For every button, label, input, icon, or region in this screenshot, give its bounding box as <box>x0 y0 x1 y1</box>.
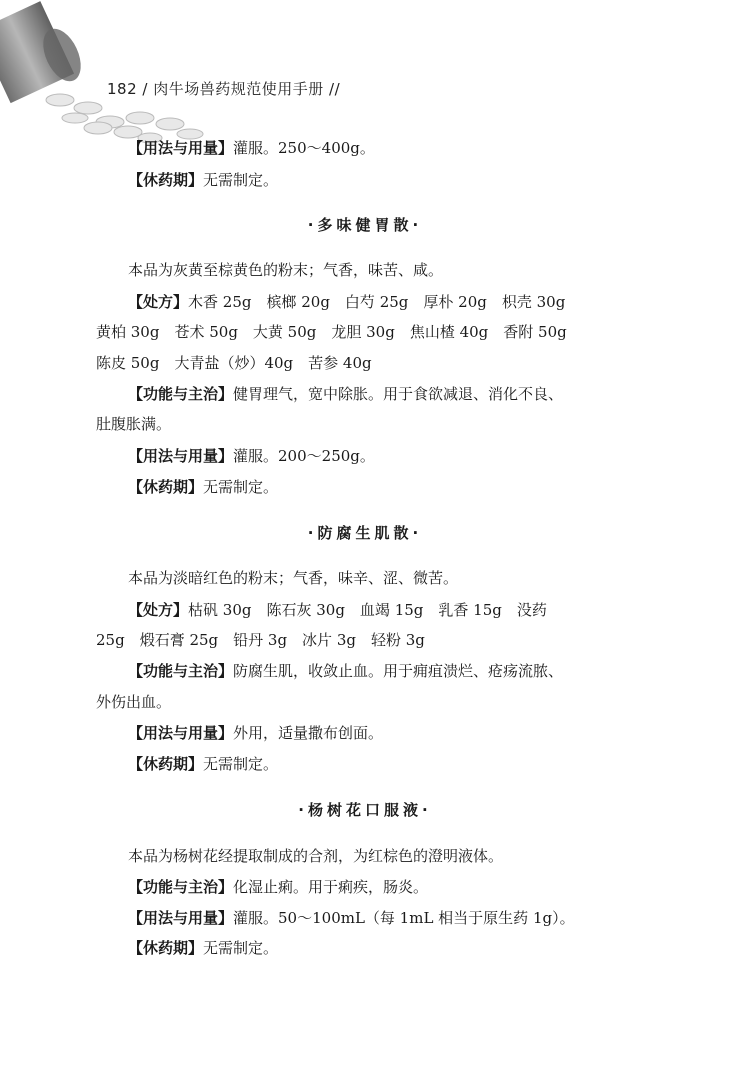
text-line: 【功能与主治】健胃理气，宽中除胀。用于食欲减退、消化不良、 <box>128 385 564 403</box>
text-line: 【休药期】无需制定。 <box>128 171 279 189</box>
text-line: 黄柏 30g 苍术 50g 大黄 50g 龙胆 30g 焦山楂 40g 香附 50g <box>96 323 567 341</box>
text-line: 陈皮 50g 大青盐（炒）40g 苦参 40g <box>96 354 372 372</box>
section-title: ·多味健胃散· <box>307 216 423 234</box>
text-line: 肚腹胀满。 <box>96 415 172 433</box>
text-line: 【用法与用量】灌服。50～100mL（每 1mL 相当于原生药 1g）。 <box>128 909 575 927</box>
text-line: 【处方】木香 25g 槟榔 20g 白芍 25g 厚朴 20g 枳壳 30g <box>128 293 566 311</box>
page-header <box>107 78 340 99</box>
text-line: 外伤出血。 <box>96 693 172 711</box>
text-line: 【用法与用量】灌服。250～400g。 <box>128 139 375 157</box>
text-line: 【休药期】无需制定。 <box>128 939 279 957</box>
text-line: 【休药期】无需制定。 <box>128 755 279 773</box>
text-line: 本品为淡暗红色的粉末；气香，味辛、涩、微苦。 <box>128 569 459 587</box>
pill-bottle-illustration <box>0 0 230 150</box>
text-line: 【休药期】无需制定。 <box>128 478 279 496</box>
text-line: 【用法与用量】外用，适量撒布创面。 <box>128 724 384 742</box>
text-line: 本品为灰黄至棕黄色的粉末；气香，味苦、咸。 <box>128 261 444 279</box>
section-title: ·防腐生肌散· <box>307 524 423 542</box>
text-line: 【功能与主治】防腐生肌，收敛止血。用于痈疽溃烂、疮疡流脓、 <box>128 662 564 680</box>
book-title: / 肉牛场兽药规范使用手册 // <box>142 80 341 98</box>
text-line: 【处方】枯矾 30g 陈石灰 30g 血竭 15g 乳香 15g 没药 <box>128 601 547 619</box>
text-line: 25g 煅石膏 25g 铅丹 3g 冰片 3g 轻粉 3g <box>96 631 425 649</box>
section-title: ·杨树花口服液· <box>298 801 432 819</box>
text-line: 【功能与主治】化湿止痢。用于痢疾，肠炎。 <box>128 878 429 896</box>
text-line: 【用法与用量】灌服。200～250g。 <box>128 447 375 465</box>
page-number: 182 <box>107 80 138 98</box>
text-line: 本品为杨树花经提取制成的合剂，为红棕色的澄明液体。 <box>128 847 504 865</box>
